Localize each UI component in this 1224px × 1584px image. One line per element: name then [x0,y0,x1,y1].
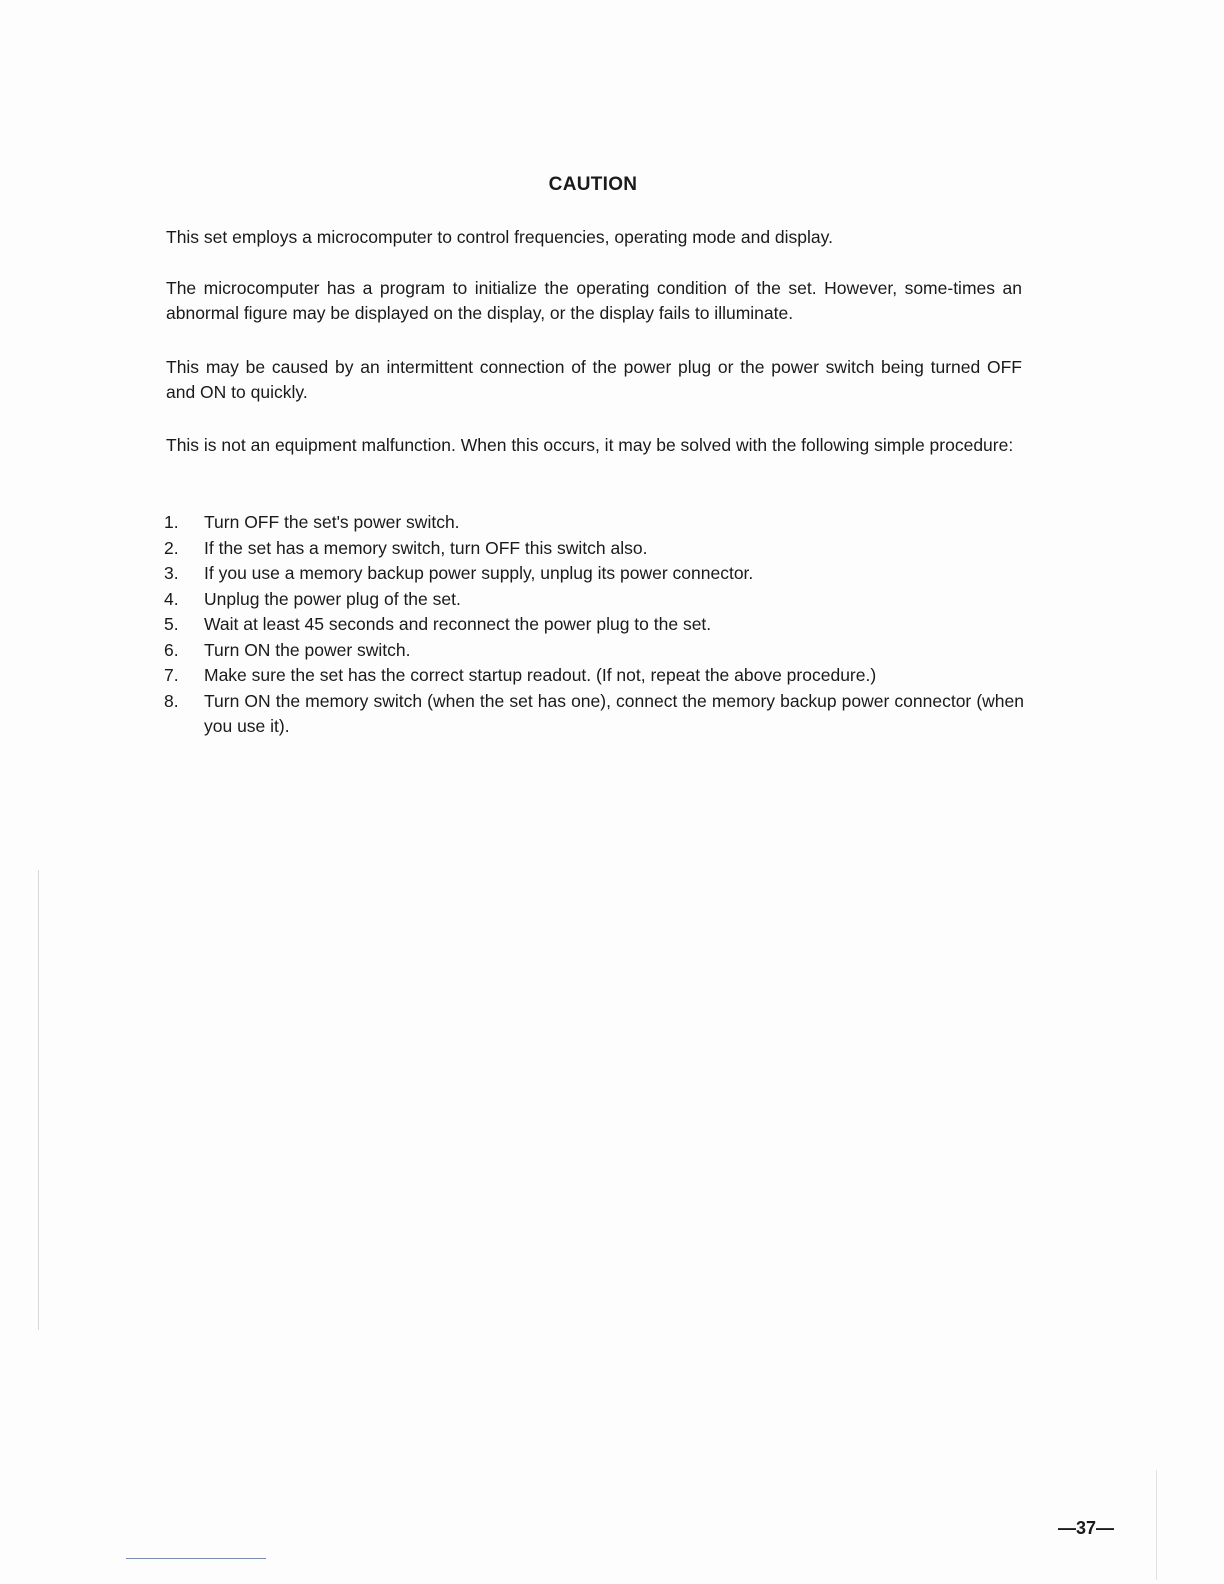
scan-artifact-line [126,1558,266,1559]
step-number: 3. [164,563,179,583]
paragraph-cause: This may be caused by an intermittent connection of the power plug or the power switch being turned OFF and ON to quickly. [166,357,1022,402]
procedure-step [164,638,1024,664]
step-text: Turn ON the memory switch (when the set has one), connect the memory backup power connector (when you use it). [204,690,1024,736]
scan-edge-right [1156,1470,1157,1580]
step-text: Make sure the set has the correct startup readout. (If not, repeat the above procedure.) [204,665,877,685]
step-number: 5. [164,614,179,634]
step-number: 6. [164,639,179,660]
scan-edge-left [38,870,39,1330]
procedure-step [164,612,1024,638]
procedure-step [164,689,1024,740]
step-number: 4. [164,588,179,609]
step-number: 1. [164,512,179,532]
step-number: 7. [164,665,179,685]
procedure-step [164,510,1024,536]
procedure-step [164,561,1024,587]
paragraph-intro: This set employs a microcomputer to control frequencies, operating mode and display. [166,227,833,247]
step-text: Unplug the power plug of the set. [204,588,461,609]
step-text: Turn OFF the set's power switch. [204,512,460,532]
procedure-step [164,587,1024,613]
step-number: 8. [164,690,179,711]
paragraph-procedure-intro: This is not an equipment malfunction. When this occurs, it may be solved with the following simple procedure: [166,435,1014,455]
paragraph-initialize: The microcomputer has a program to initialize the operating condition of the set. However, some-times an abnormal figure may be displayed on the display, or the display fails to illuminate. [166,278,1022,323]
procedure-list [164,510,1024,740]
step-number: 2. [164,537,179,558]
step-text: Turn ON the power switch. [204,639,411,660]
procedure-step [164,536,1024,562]
page-number: —37— [1058,1518,1115,1538]
step-text: If you use a memory backup power supply, unplug its power connector. [204,563,754,583]
step-text: If the set has a memory switch, turn OFF this switch also. [204,537,648,558]
page-title: CAUTION [548,174,638,195]
procedure-step [164,663,1024,689]
step-text: Wait at least 45 seconds and reconnect the power plug to the set. [204,614,712,634]
